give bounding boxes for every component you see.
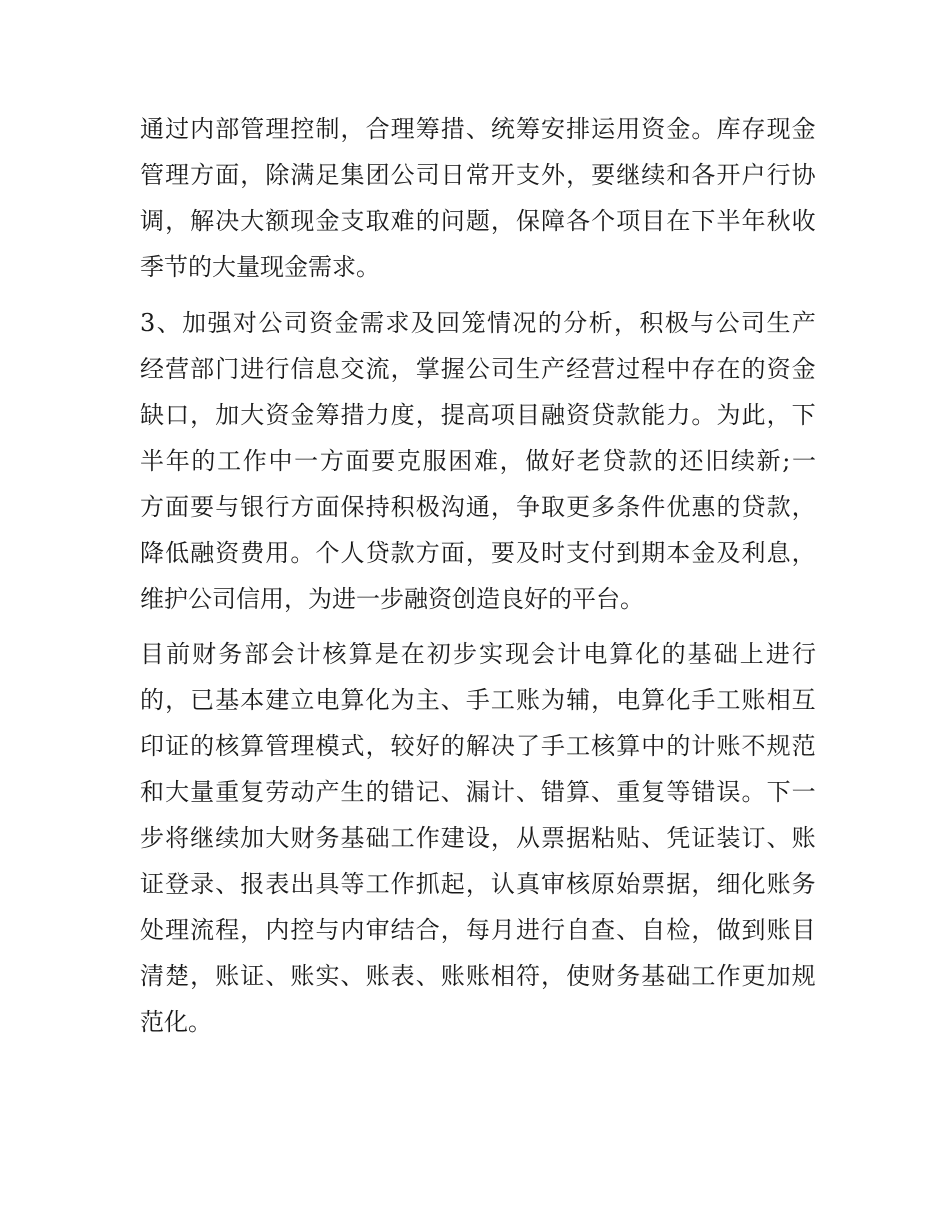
document-body — [140, 106, 816, 1045]
paragraph-accounting — [140, 631, 816, 1045]
text-line: 范化。 — [140, 1008, 212, 1036]
text-line: 经 营 部 门 进 行 信 息 交 流 ， 掌 握 公 司 生 产 经 营 过 程 中 存 在 的 资 金 — [140, 354, 816, 383]
text-line: 方 面 要 与 银 行 方 面 保 持 积 极 沟 通 ， 争 取 更 多 条 件 优 惠 的 贷 款 ， — [140, 492, 816, 521]
paragraph-cash-management — [140, 106, 816, 290]
text-line: 管 理 方 面 ， 除 满 足 集 团 公 司 日 常 开 支 外 ， 要 继 续 和 各 开 户 行 协 — [140, 161, 816, 189]
text-line: 半 年 的 工 作 中 一 方 面 要 克 服 困 难 ， 做 好 老 贷 款 的 还 旧 续 新 ; 一 — [140, 446, 816, 475]
text-line: 季节的大量现金需求。 — [140, 253, 380, 281]
text-line: 维护公司信用，为进一步融资创造良好的平台。 — [140, 584, 644, 613]
text-line: 缺 口 ， 加 大 资 金 筹 措 力 度 ， 提 高 项 目 融 资 贷 款 能 力 。 为 此 ， 下 — [140, 400, 816, 429]
text-line: 处 理 流 程 ， 内 控 与 内 审 结 合 ， 每 月 进 行 自 查 、 自 检 ， 做 到 账 目 — [140, 916, 816, 944]
text-line: 的 ， 已 基 本 建 立 电 算 化 为 主 、 手 工 账 为 辅 ， 电 算 化 手 工 账 相 互 — [140, 686, 816, 714]
text-line: 通 过 内 部 管 理 控 制 ， 合 理 筹 措 、 统 筹 安 排 运 用 资 金 。 库 存 现 金 — [140, 115, 816, 143]
text-line: 3 、 加 强 对 公 司 资 金 需 求 及 回 笼 情 况 的 分 析 ， 积 极 与 公 司 生 产 — [140, 308, 816, 337]
text-line: 调 ， 解 决 大 额 现 金 支 取 难 的 问 题 ， 保 障 各 个 项 目 在 下 半 年 秋 收 — [140, 207, 816, 235]
text-line: 步 将 继 续 加 大 财 务 基 础 工 作 建 设 ， 从 票 据 粘 贴 、 凭 证 装 订 、 账 — [140, 824, 816, 852]
text-line: 目 前 财 务 部 会 计 核 算 是 在 初 步 实 现 会 计 电 算 化 的 基 础 上 进 行 — [140, 640, 816, 668]
paragraph-funding-analysis — [140, 300, 816, 622]
text-line: 证 登 录 、 报 表 出 具 等 工 作 抓 起 ， 认 真 审 核 原 始 票 据 ， 细 化 账 务 — [140, 870, 816, 898]
text-line: 和 大 量 重 复 劳 动 产 生 的 错 记 、 漏 计 、 错 算 、 重 复 等 错 误 。 下 一 — [140, 778, 816, 806]
text-line: 清 楚 ， 账 证 、 账 实 、 账 表 、 账 账 相 符 ， 使 财 务 基 础 工 作 更 加 规 — [140, 962, 816, 990]
text-line: 印 证 的 核 算 管 理 模 式 ， 较 好 的 解 决 了 手 工 核 算 中 的 计 账 不 规 范 — [140, 732, 816, 760]
text-line: 降 低 融 资 费 用 。 个 人 贷 款 方 面 ， 要 及 时 支 付 到 期 本 金 及 利 息 ， — [140, 538, 816, 567]
